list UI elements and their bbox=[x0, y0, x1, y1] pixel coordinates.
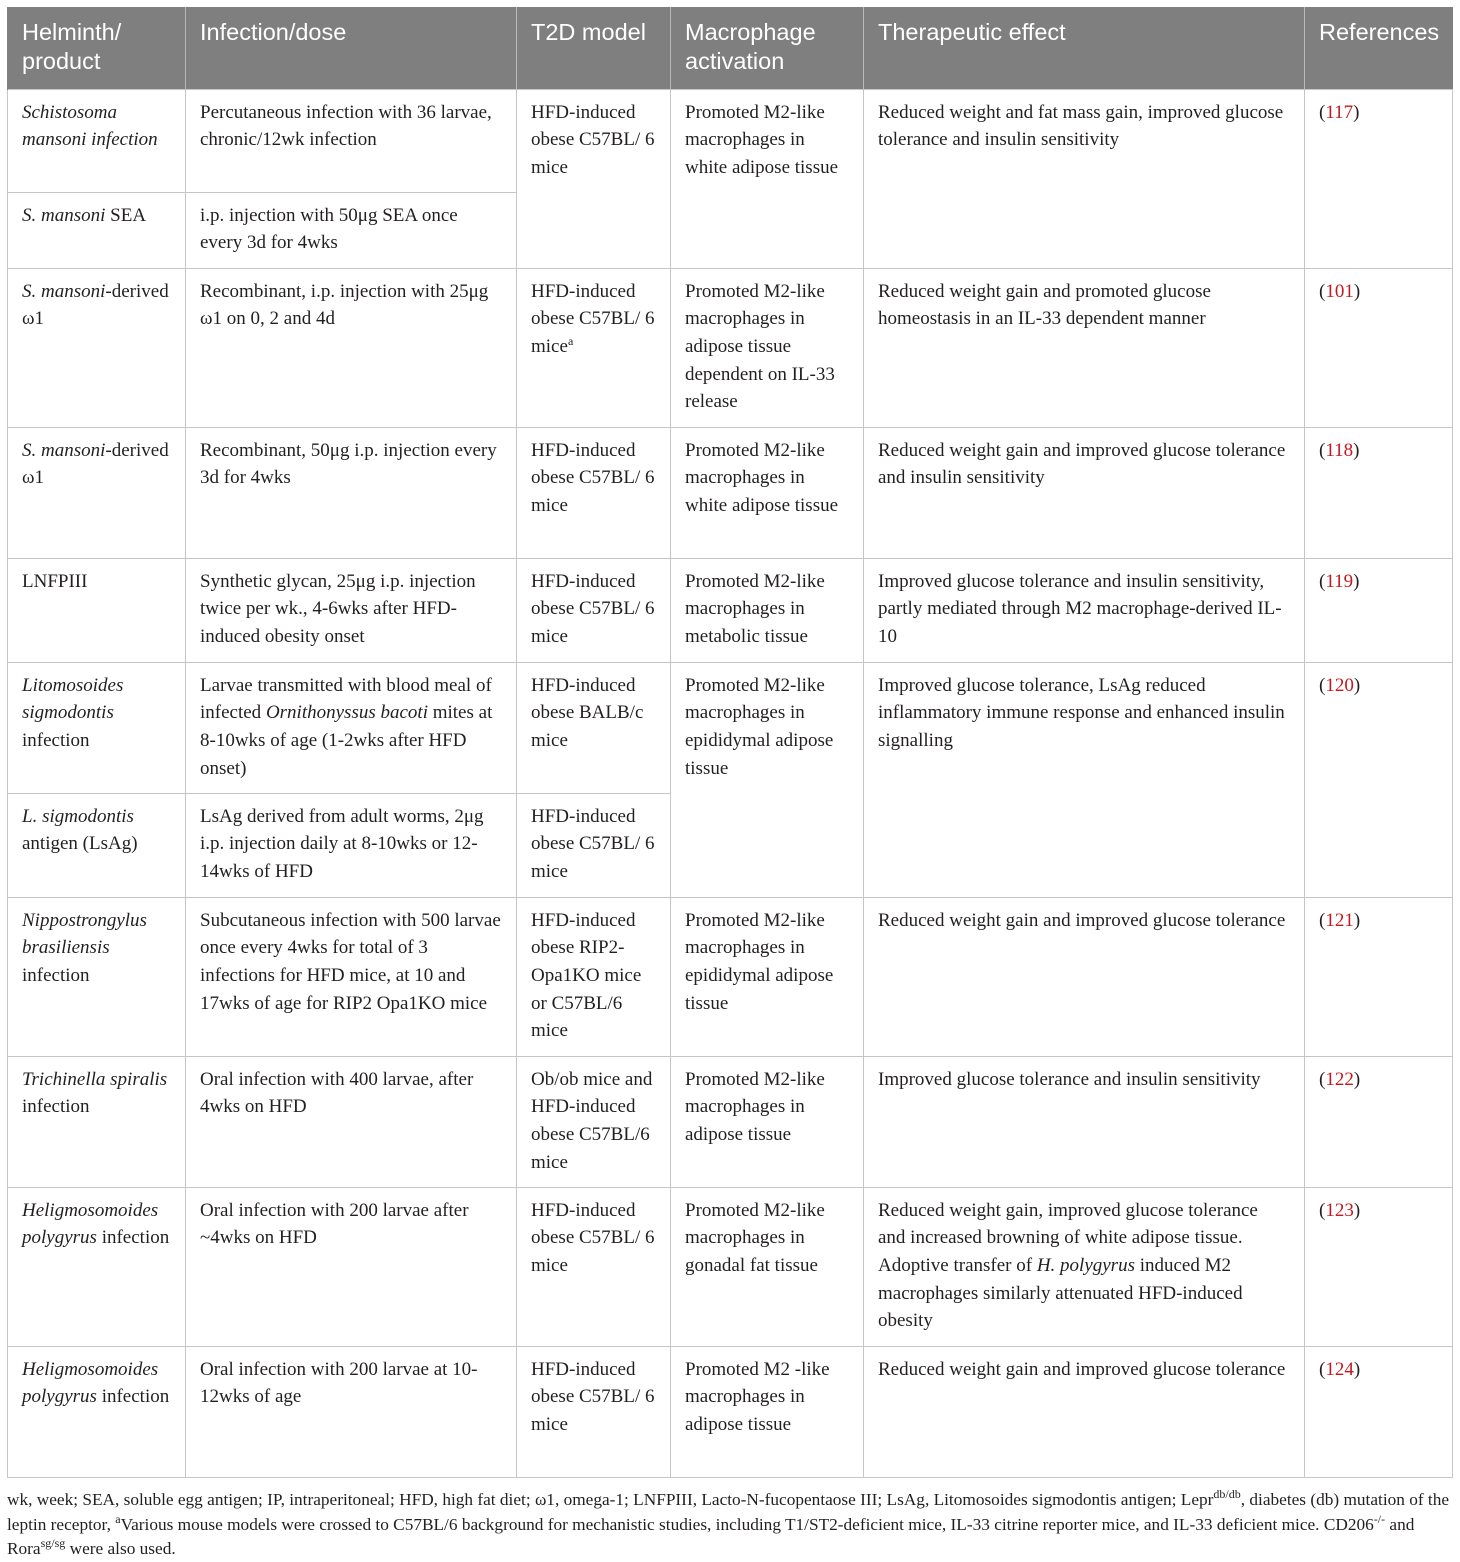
cell-helminth: S. mansoni-derived ω1 bbox=[8, 268, 186, 427]
cell-model: HFD-induced obese C57BL/ 6 mice$^a$ bbox=[517, 268, 671, 427]
cell-dose: Oral infection with 200 larvae after ~4wks on HFD bbox=[186, 1187, 517, 1346]
cell-macrophage: Promoted M2-like macrophages in metabolic tissue bbox=[671, 558, 864, 662]
cell-effect: Improved glucose tolerance and insulin sensitivity, partly mediated through M2 macrophage-derived IL-10 bbox=[864, 558, 1305, 662]
reference-link[interactable]: 119 bbox=[1325, 570, 1354, 592]
cell-effect: Reduced weight and fat mass gain, improved glucose tolerance and insulin sensitivity bbox=[864, 89, 1305, 268]
cell-effect: Reduced weight gain and improved glucose tolerance bbox=[864, 1346, 1305, 1477]
header-macrophage-activation: Macrophage activation bbox=[671, 7, 864, 89]
reference-link[interactable]: 117 bbox=[1325, 101, 1354, 123]
header-infection-dose: Infection/dose bbox=[186, 7, 517, 89]
cell-helminth: Heligmosomoides polygyrus infection bbox=[8, 1187, 186, 1346]
table-row bbox=[8, 427, 1453, 558]
cell-dose: i.p. injection with 50μg SEA once every 3d for 4wks bbox=[186, 192, 517, 268]
cell-dose: Recombinant, 50μg i.p. injection every 3d for 4wks bbox=[186, 427, 517, 558]
cell-ref: (122) bbox=[1305, 1056, 1453, 1187]
cell-macrophage: Promoted M2-like macrophages in white adipose tissue bbox=[671, 89, 864, 268]
cell-macrophage: Promoted M2-like macrophages in white adipose tissue bbox=[671, 427, 864, 558]
reference-link[interactable]: 118 bbox=[1325, 439, 1354, 461]
cell-helminth: LNFPIII bbox=[8, 558, 186, 662]
table-footnote: wk, week; SEA, soluble egg antigen; IP, intraperitoneal; HFD, high fat diet; ω1, omega-1; LNFPIII, Lacto-N-fucopentaose III; LsAg, Litomosoides sigmodontis antigen; Lepr$^{db/db}$, diabetes (db) mutation of the leptin receptor, $^a$Various mouse models were crossed to C57BL/6 background for mechanistic studies, including T1/ST2-deficient mice, IL-33 citrine reporter mice, and IL-33 deficient mice. CD206-/- and Rora$^{sg/sg}$ were also used. bbox=[7, 1487, 1450, 1558]
reference-link[interactable]: 124 bbox=[1325, 1358, 1354, 1380]
cell-ref: (120) bbox=[1305, 662, 1453, 897]
cell-model: HFD-induced obese C57BL/ 6 mice bbox=[517, 1187, 671, 1346]
cell-ref: (118) bbox=[1305, 427, 1453, 558]
cell-effect: Improved glucose tolerance, LsAg reduced inflammatory immune response and enhanced insulin signalling bbox=[864, 662, 1305, 897]
reference-link[interactable]: 120 bbox=[1325, 674, 1354, 696]
reference-link[interactable]: 101 bbox=[1325, 280, 1354, 302]
reference-link[interactable]: 121 bbox=[1325, 909, 1354, 931]
table-row bbox=[8, 558, 1453, 662]
header-references: References bbox=[1305, 7, 1453, 89]
cell-helminth: Schistosoma mansoni infection bbox=[8, 89, 186, 192]
cell-macrophage: Promoted M2-like macrophages in adipose tissue bbox=[671, 1056, 864, 1187]
cell-model: HFD-induced obese BALB/c mice bbox=[517, 662, 671, 793]
cell-helminth: S. mansoni-derived ω1 bbox=[8, 427, 186, 558]
table-row bbox=[8, 662, 1453, 793]
cell-effect: Reduced weight gain and improved glucose tolerance and insulin sensitivity bbox=[864, 427, 1305, 558]
cell-macrophage: Promoted M2-like macrophages in gonadal fat tissue bbox=[671, 1187, 864, 1346]
cell-helminth: L. sigmodontis antigen (LsAg) bbox=[8, 793, 186, 897]
table-row bbox=[8, 897, 1453, 1056]
helminth-table bbox=[7, 7, 1453, 1478]
cell-effect: Improved glucose tolerance and insulin sensitivity bbox=[864, 1056, 1305, 1187]
header-row bbox=[8, 7, 1453, 89]
cell-helminth: S. mansoni SEA bbox=[8, 192, 186, 268]
cell-effect: Reduced weight gain and promoted glucose homeostasis in an IL-33 dependent manner bbox=[864, 268, 1305, 427]
cell-ref: (119) bbox=[1305, 558, 1453, 662]
cell-dose: Oral infection with 400 larvae, after 4wks on HFD bbox=[186, 1056, 517, 1187]
cell-dose: Percutaneous infection with 36 larvae, chronic/12wk infection bbox=[186, 89, 517, 192]
cell-model: HFD-induced obese C57BL/ 6 mice bbox=[517, 793, 671, 897]
header-helminth: Helminth/ product bbox=[8, 7, 186, 89]
cell-dose: Recombinant, i.p. injection with 25μg ω1 on 0, 2 and 4d bbox=[186, 268, 517, 427]
table-row bbox=[8, 268, 1453, 427]
cell-helminth: Nippostrongylus brasiliensis infection bbox=[8, 897, 186, 1056]
cell-dose: Subcutaneous infection with 500 larvae once every 4wks for total of 3 infections for HFD mice, at 10 and 17wks of age for RIP2 Opa1KO mice bbox=[186, 897, 517, 1056]
cell-dose: Larvae transmitted with blood meal of infected Ornithonyssus bacoti mites at 8-10wks of age (1-2wks after HFD onset) bbox=[186, 662, 517, 793]
table-row bbox=[8, 89, 1453, 192]
header-t2d-model: T2D model bbox=[517, 7, 671, 89]
cell-model: HFD-induced obese C57BL/ 6 mice bbox=[517, 1346, 671, 1477]
cell-model: HFD-induced obese RIP2-Opa1KO mice or C57BL/6 mice bbox=[517, 897, 671, 1056]
cell-effect: Reduced weight gain, improved glucose tolerance and increased browning of white adipose tissue. Adoptive transfer of H. polygyrus induced M2 macrophages similarly attenuated HFD-induced obesity bbox=[864, 1187, 1305, 1346]
cell-macrophage: Promoted M2-like macrophages in adipose tissue dependent on IL-33 release bbox=[671, 268, 864, 427]
cell-model: HFD-induced obese C57BL/ 6 mice bbox=[517, 427, 671, 558]
cell-macrophage: Promoted M2-like macrophages in epididymal adipose tissue bbox=[671, 662, 864, 897]
cell-model: HFD-induced obese C57BL/ 6 mice bbox=[517, 89, 671, 268]
cell-macrophage: Promoted M2 -like macrophages in adipose tissue bbox=[671, 1346, 864, 1477]
cell-helminth: Litomosoides sigmodontis infection bbox=[8, 662, 186, 793]
cell-ref: (117) bbox=[1305, 89, 1453, 268]
cell-ref: (123) bbox=[1305, 1187, 1453, 1346]
table-row bbox=[8, 1056, 1453, 1187]
cell-dose: Synthetic glycan, 25μg i.p. injection twice per wk., 4-6wks after HFD-induced obesity onset bbox=[186, 558, 517, 662]
reference-link[interactable]: 122 bbox=[1325, 1068, 1354, 1090]
cell-ref: (124) bbox=[1305, 1346, 1453, 1477]
table-row bbox=[8, 1187, 1453, 1346]
cell-ref: (101) bbox=[1305, 268, 1453, 427]
table-row bbox=[8, 1346, 1453, 1477]
cell-dose: Oral infection with 200 larvae at 10-12wks of age bbox=[186, 1346, 517, 1477]
reference-link[interactable]: 123 bbox=[1325, 1199, 1354, 1221]
header-therapeutic-effect: Therapeutic effect bbox=[864, 7, 1305, 89]
cell-macrophage: Promoted M2-like macrophages in epididymal adipose tissue bbox=[671, 897, 864, 1056]
cell-model: HFD-induced obese C57BL/ 6 mice bbox=[517, 558, 671, 662]
cell-helminth: Heligmosomoides polygyrus infection bbox=[8, 1346, 186, 1477]
cell-ref: (121) bbox=[1305, 897, 1453, 1056]
cell-model: Ob/ob mice and HFD-induced obese C57BL/6 mice bbox=[517, 1056, 671, 1187]
cell-helminth: Trichinella spiralis infection bbox=[8, 1056, 186, 1187]
cell-effect: Reduced weight gain and improved glucose tolerance bbox=[864, 897, 1305, 1056]
cell-dose: LsAg derived from adult worms, 2μg i.p. injection daily at 8-10wks or 12-14wks of HFD bbox=[186, 793, 517, 897]
